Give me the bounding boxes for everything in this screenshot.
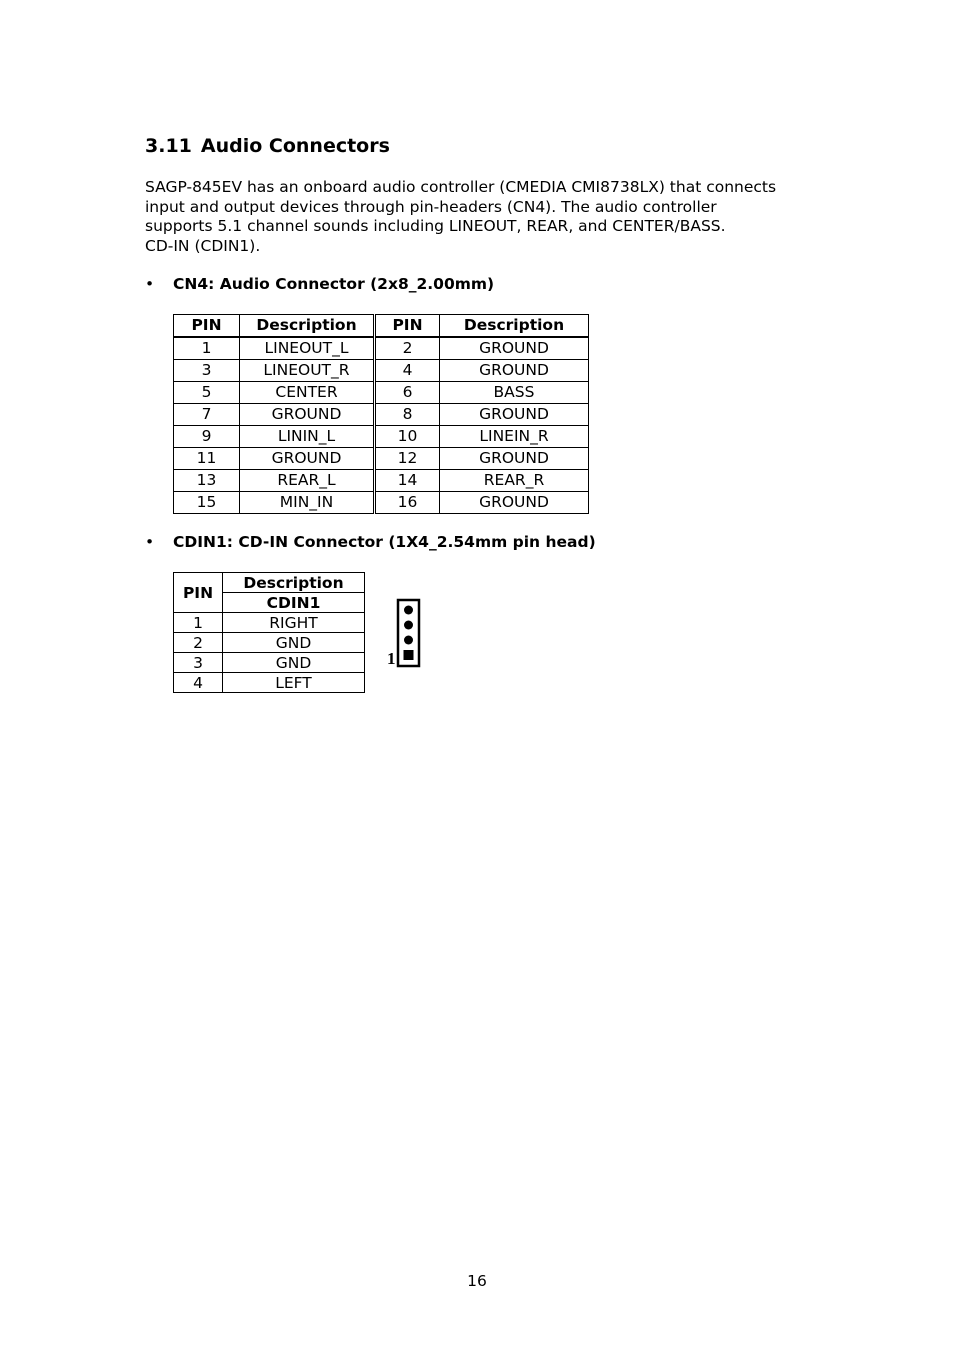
table-row xyxy=(174,426,589,448)
pin-cell: 15 xyxy=(174,492,240,514)
header-description: Description xyxy=(240,315,375,338)
page-number: 16 xyxy=(467,1272,487,1290)
description-cell: REAR_L xyxy=(240,470,375,492)
table-row xyxy=(174,404,589,426)
description-cell: LININ_L xyxy=(240,426,375,448)
header-cdin1: CDIN1 xyxy=(223,593,365,613)
description-cell: GROUND xyxy=(440,492,589,514)
pin-cell: 5 xyxy=(174,382,240,404)
pin-cell: 16 xyxy=(375,492,440,514)
description-cell: GROUND xyxy=(240,448,375,470)
paragraph-line: CD-IN (CDIN1). xyxy=(145,236,261,255)
description-cell: GND xyxy=(223,653,365,673)
table-row xyxy=(174,492,589,514)
description-cell: LINEOUT_L xyxy=(240,337,375,360)
table-header-row xyxy=(174,573,365,593)
header-pin: PIN xyxy=(174,573,223,613)
description-cell: GROUND xyxy=(440,360,589,382)
bullet-dot: • xyxy=(145,533,155,551)
pin-cell: 3 xyxy=(174,360,240,382)
cdin1-bullet xyxy=(145,533,596,551)
description-cell: GROUND xyxy=(440,337,589,360)
pin-cell: 12 xyxy=(375,448,440,470)
cn4-pin-table xyxy=(173,314,589,514)
table-row xyxy=(174,613,365,633)
pin-1-label: 1 xyxy=(387,649,396,668)
description-cell: GROUND xyxy=(440,448,589,470)
pin-2 xyxy=(404,636,413,645)
table-row xyxy=(174,337,589,360)
description-cell: LINEOUT_R xyxy=(240,360,375,382)
description-cell: RIGHT xyxy=(223,613,365,633)
pin-cell: 2 xyxy=(375,337,440,360)
pin-cell: 1 xyxy=(174,337,240,360)
table-row xyxy=(174,360,589,382)
pin-cell: 1 xyxy=(174,613,223,633)
bullet-dot: • xyxy=(145,275,155,293)
pin-cell: 3 xyxy=(174,653,223,673)
pin-cell: 6 xyxy=(375,382,440,404)
paragraph-line: input and output devices through pin-headers (CN4). The audio controller xyxy=(145,197,717,216)
cdin1-connector-diagram xyxy=(386,598,426,670)
pin-cell: 7 xyxy=(174,404,240,426)
table-row xyxy=(174,653,365,673)
section-title: Audio Connectors xyxy=(200,135,390,157)
cn4-bullet xyxy=(145,275,494,293)
pin-cell: 10 xyxy=(375,426,440,448)
table-header-row xyxy=(174,315,589,338)
header-description: Description xyxy=(440,315,589,338)
pin-cell: 9 xyxy=(174,426,240,448)
header-pin: PIN xyxy=(174,315,240,338)
table-row xyxy=(174,448,589,470)
description-cell: BASS xyxy=(440,382,589,404)
pin-cell: 14 xyxy=(375,470,440,492)
paragraph-line: SAGP-845EV has an onboard audio controller (CMEDIA CMI8738LX) that connects xyxy=(145,178,777,196)
cn4-table-body xyxy=(174,337,589,514)
section-number: 3.11 xyxy=(145,135,192,157)
table-row xyxy=(174,633,365,653)
pin-4 xyxy=(404,606,413,615)
paragraph-line: supports 5.1 channel sounds including LINEOUT, REAR, and CENTER/BASS. xyxy=(145,217,726,235)
description-cell: CENTER xyxy=(240,382,375,404)
description-cell: LINEIN_R xyxy=(440,426,589,448)
description-cell: MIN_IN xyxy=(240,492,375,514)
cn4-heading: CN4: Audio Connector (2x8_2.00mm) xyxy=(173,275,495,293)
description-cell: GND xyxy=(223,633,365,653)
pin-cell: 2 xyxy=(174,633,223,653)
section-heading xyxy=(145,135,390,157)
pin-1-square xyxy=(404,650,414,660)
description-cell: LEFT xyxy=(223,673,365,693)
cdin1-table-body xyxy=(174,613,365,693)
pin-cell: 13 xyxy=(174,470,240,492)
cdin1-heading: CDIN1: CD-IN Connector (1X4_2.54mm pin head) xyxy=(173,533,596,551)
cdin1-pin-table xyxy=(173,572,365,693)
description-cell: REAR_R xyxy=(440,470,589,492)
table-row xyxy=(174,382,589,404)
table-row xyxy=(174,673,365,693)
intro-paragraph xyxy=(145,178,835,256)
pin-cell: 11 xyxy=(174,448,240,470)
pin-cell: 4 xyxy=(375,360,440,382)
description-cell: GROUND xyxy=(240,404,375,426)
pin-cell: 4 xyxy=(174,673,223,693)
pin-3 xyxy=(404,621,413,630)
table-row xyxy=(174,470,589,492)
pin-cell: 8 xyxy=(375,404,440,426)
description-cell: GROUND xyxy=(440,404,589,426)
header-pin: PIN xyxy=(375,315,440,338)
header-description: Description xyxy=(223,573,365,593)
